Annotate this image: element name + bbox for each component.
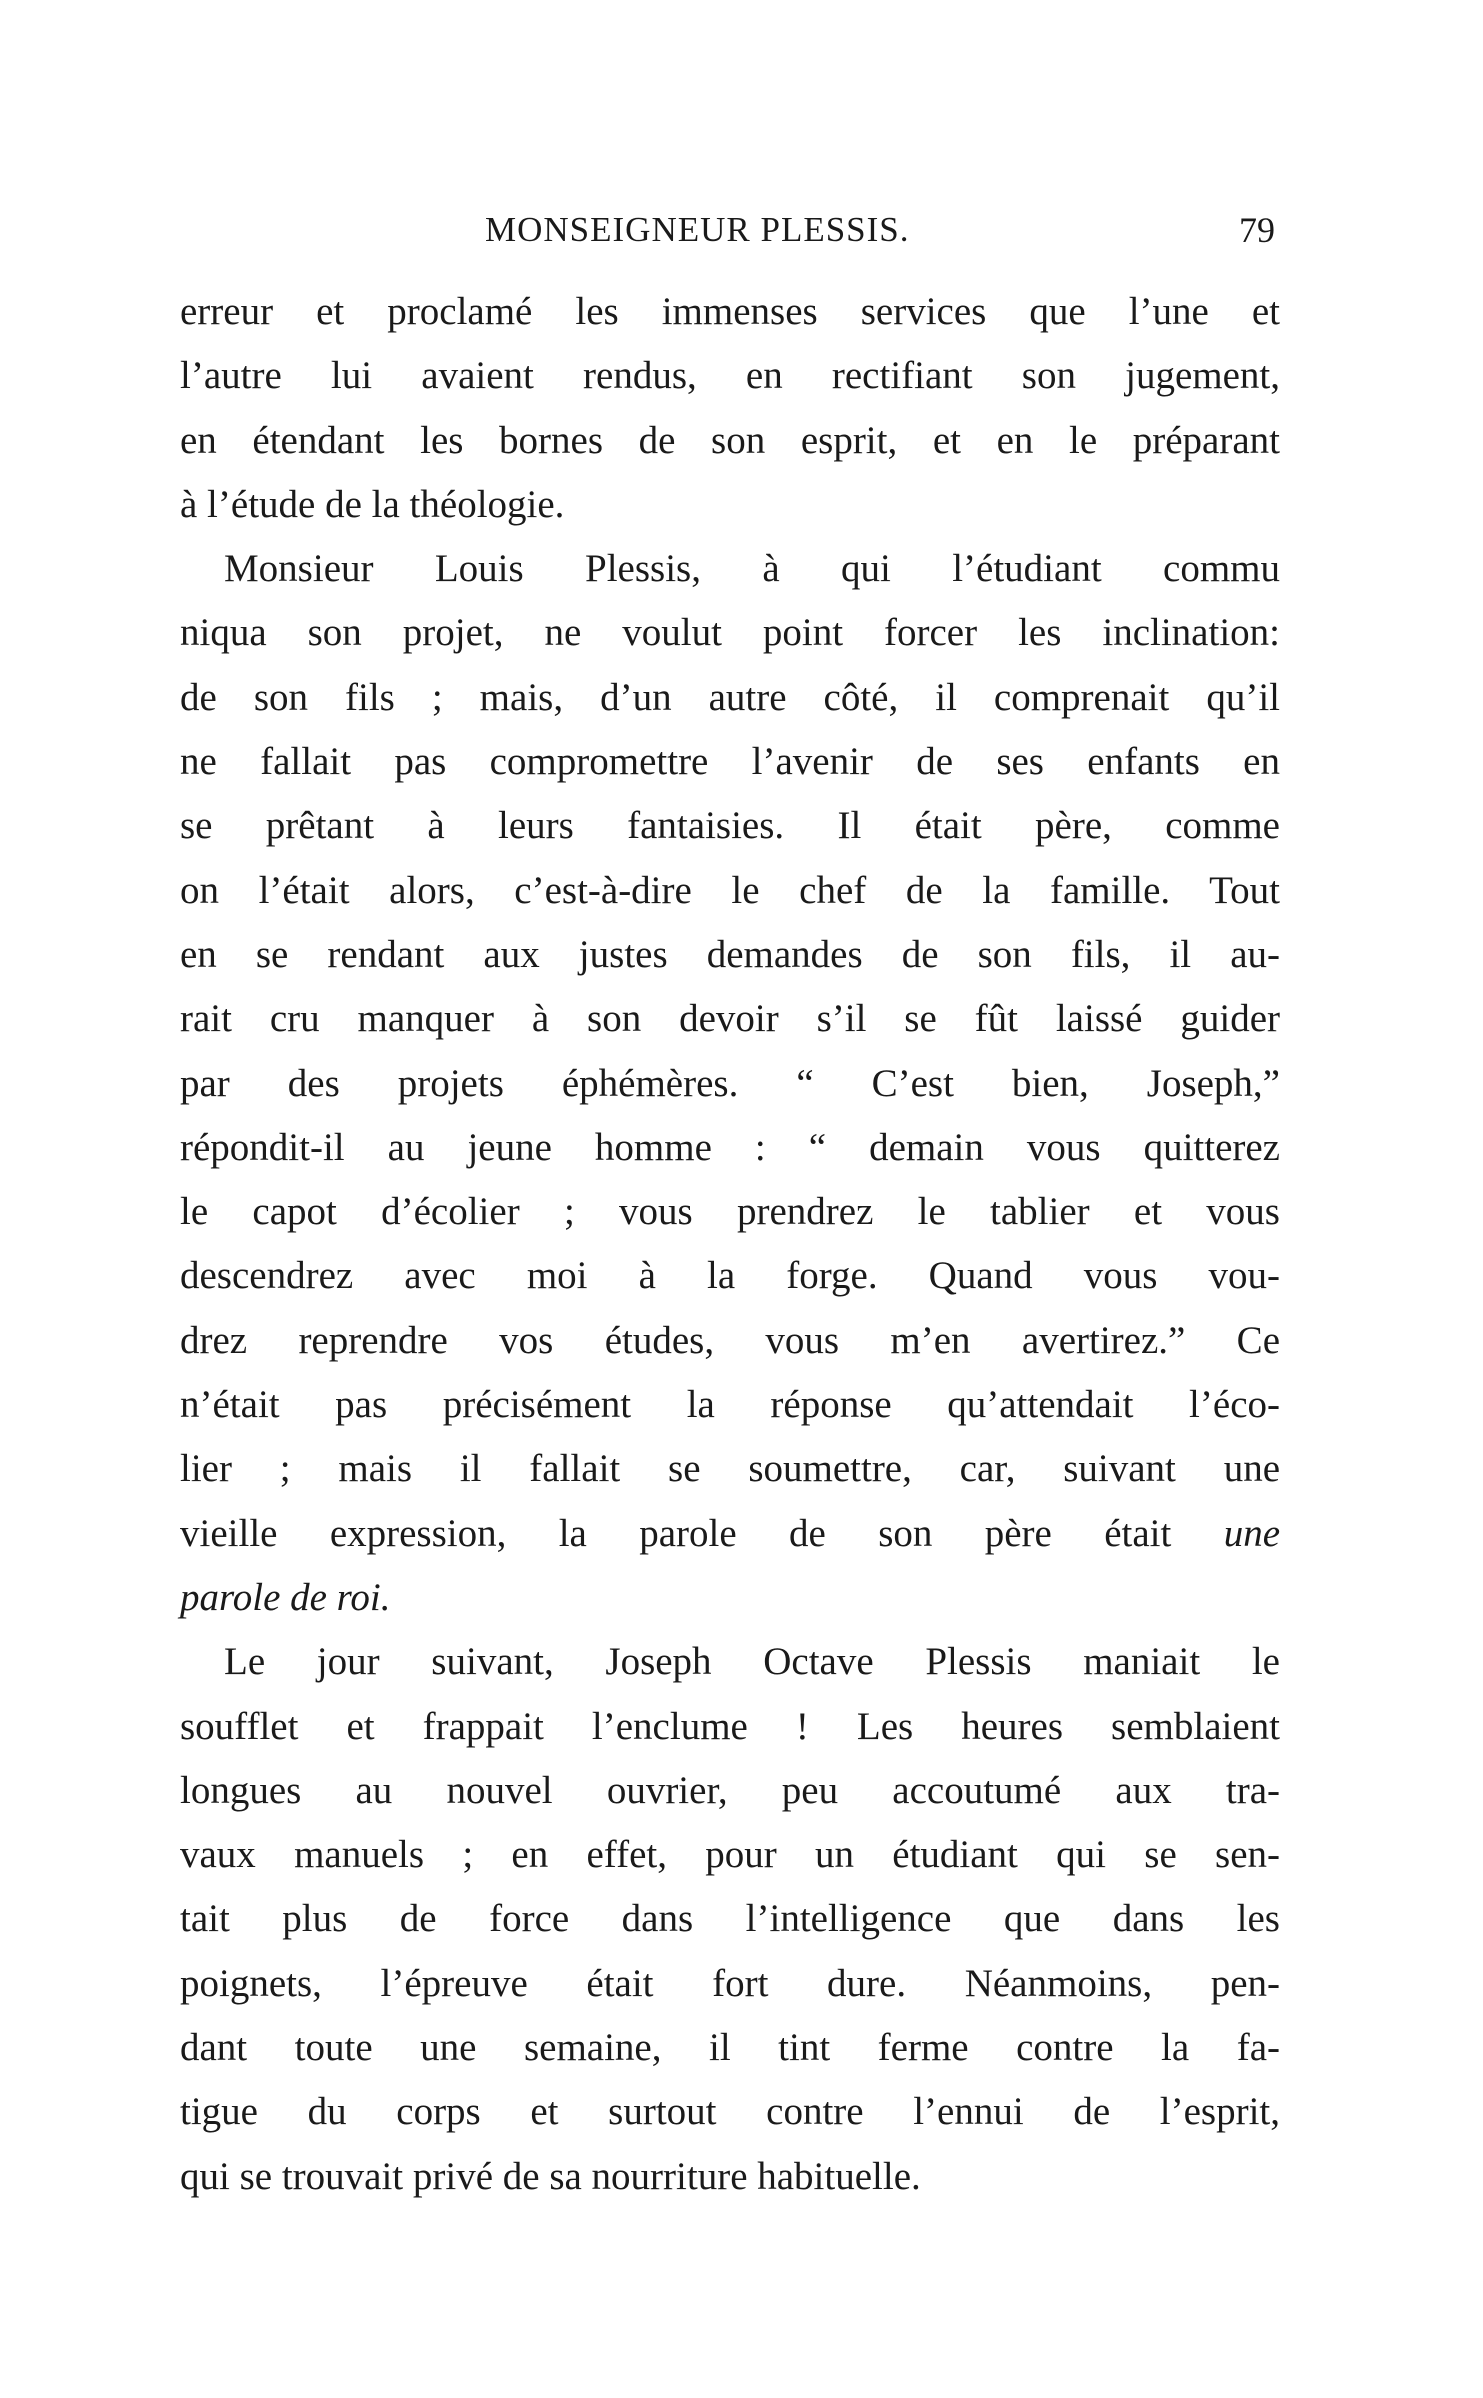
text-line: drez reprendre vos études, vous m’en avertirez.” Ce: [180, 1318, 1280, 1362]
text-line: Monsieur Louis Plessis, à qui l’étudiant commu: [224, 547, 1280, 591]
text-line: lier ; mais il fallait se soumettre, car, suivant une: [180, 1447, 1280, 1491]
text-line: [180, 1566, 1280, 1630]
text-line: en se rendant aux justes demandes de son fils, il au-: [180, 932, 1280, 976]
text-line: longues au nouvel ouvrier, peu accoutumé aux tra-: [180, 1768, 1280, 1812]
text-line: vaux manuels ; en effet, pour un étudiant qui se sen-: [180, 1833, 1280, 1877]
paragraph: [180, 537, 1280, 1630]
text-line: se prêtant à leurs fantaisies. Il était père, comme: [180, 804, 1280, 848]
paragraph: [180, 1630, 1280, 2209]
running-title: MONSEIGNEUR PLESSIS.: [485, 210, 910, 249]
text-line: à l’étude de la théologie.: [180, 482, 565, 526]
text-line: poignets, l’épreuve était fort dure. Néanmoins, pen-: [180, 1961, 1280, 2005]
text-line: soufflet et frappait l’enclume ! Les heures semblaient: [180, 1704, 1280, 1748]
text-line: Le jour suivant, Joseph Octave Plessis maniait le: [224, 1640, 1280, 1684]
body-text: [180, 280, 1280, 2209]
text-line: descendrez avec moi à la forge. Quand vous vou-: [180, 1254, 1280, 1298]
text-line: niqua son projet, ne voulut point forcer les inclination:: [180, 611, 1280, 655]
text-line: de son fils ; mais, d’un autre côté, il comprenait qu’il: [180, 675, 1280, 719]
text-line: par des projets éphémères. “ C’est bien, Joseph,”: [180, 1061, 1280, 1105]
page-number: 79: [1239, 210, 1275, 250]
text-line: tigue du corps et surtout contre l’ennui de l’esprit,: [180, 2090, 1280, 2134]
text-line: qui se trouvait privé de sa nourriture habituelle.: [180, 2154, 921, 2198]
text-line: répondit-il au jeune homme : “ demain vous quitterez: [180, 1125, 1280, 1169]
text-line: n’était pas précisément la réponse qu’attendait l’éco-: [180, 1383, 1280, 1427]
text-line: erreur et proclamé les immenses services que l’une et: [180, 290, 1280, 333]
italic-phrase: parole de roi.: [180, 1575, 391, 1619]
text-line: l’autre lui avaient rendus, en rectifiant son jugement,: [180, 354, 1280, 398]
text-line-start: vieille expression, la parole de son père était: [180, 1511, 1172, 1555]
italic-phrase: une: [1223, 1511, 1280, 1555]
text-line: rait cru manquer à son devoir s’il se fût laissé guider: [180, 997, 1280, 1041]
text-line: le capot d’écolier ; vous prendrez le tablier et vous: [180, 1190, 1280, 1234]
paragraph: [180, 280, 1280, 537]
text-line: dant toute une semaine, il tint ferme contre la fa-: [180, 2026, 1280, 2070]
text-line: on l’était alors, c’est-à-dire le chef de la famille. Tout: [180, 868, 1280, 912]
running-head: [185, 205, 1275, 255]
text-line: ne fallait pas compromettre l’avenir de ses enfants en: [180, 740, 1280, 784]
text-line: en étendant les bornes de son esprit, et en le préparant: [180, 418, 1280, 462]
text-line: tait plus de force dans l’intelligence que dans les: [180, 1897, 1280, 1941]
text-line: [180, 1502, 1280, 1566]
